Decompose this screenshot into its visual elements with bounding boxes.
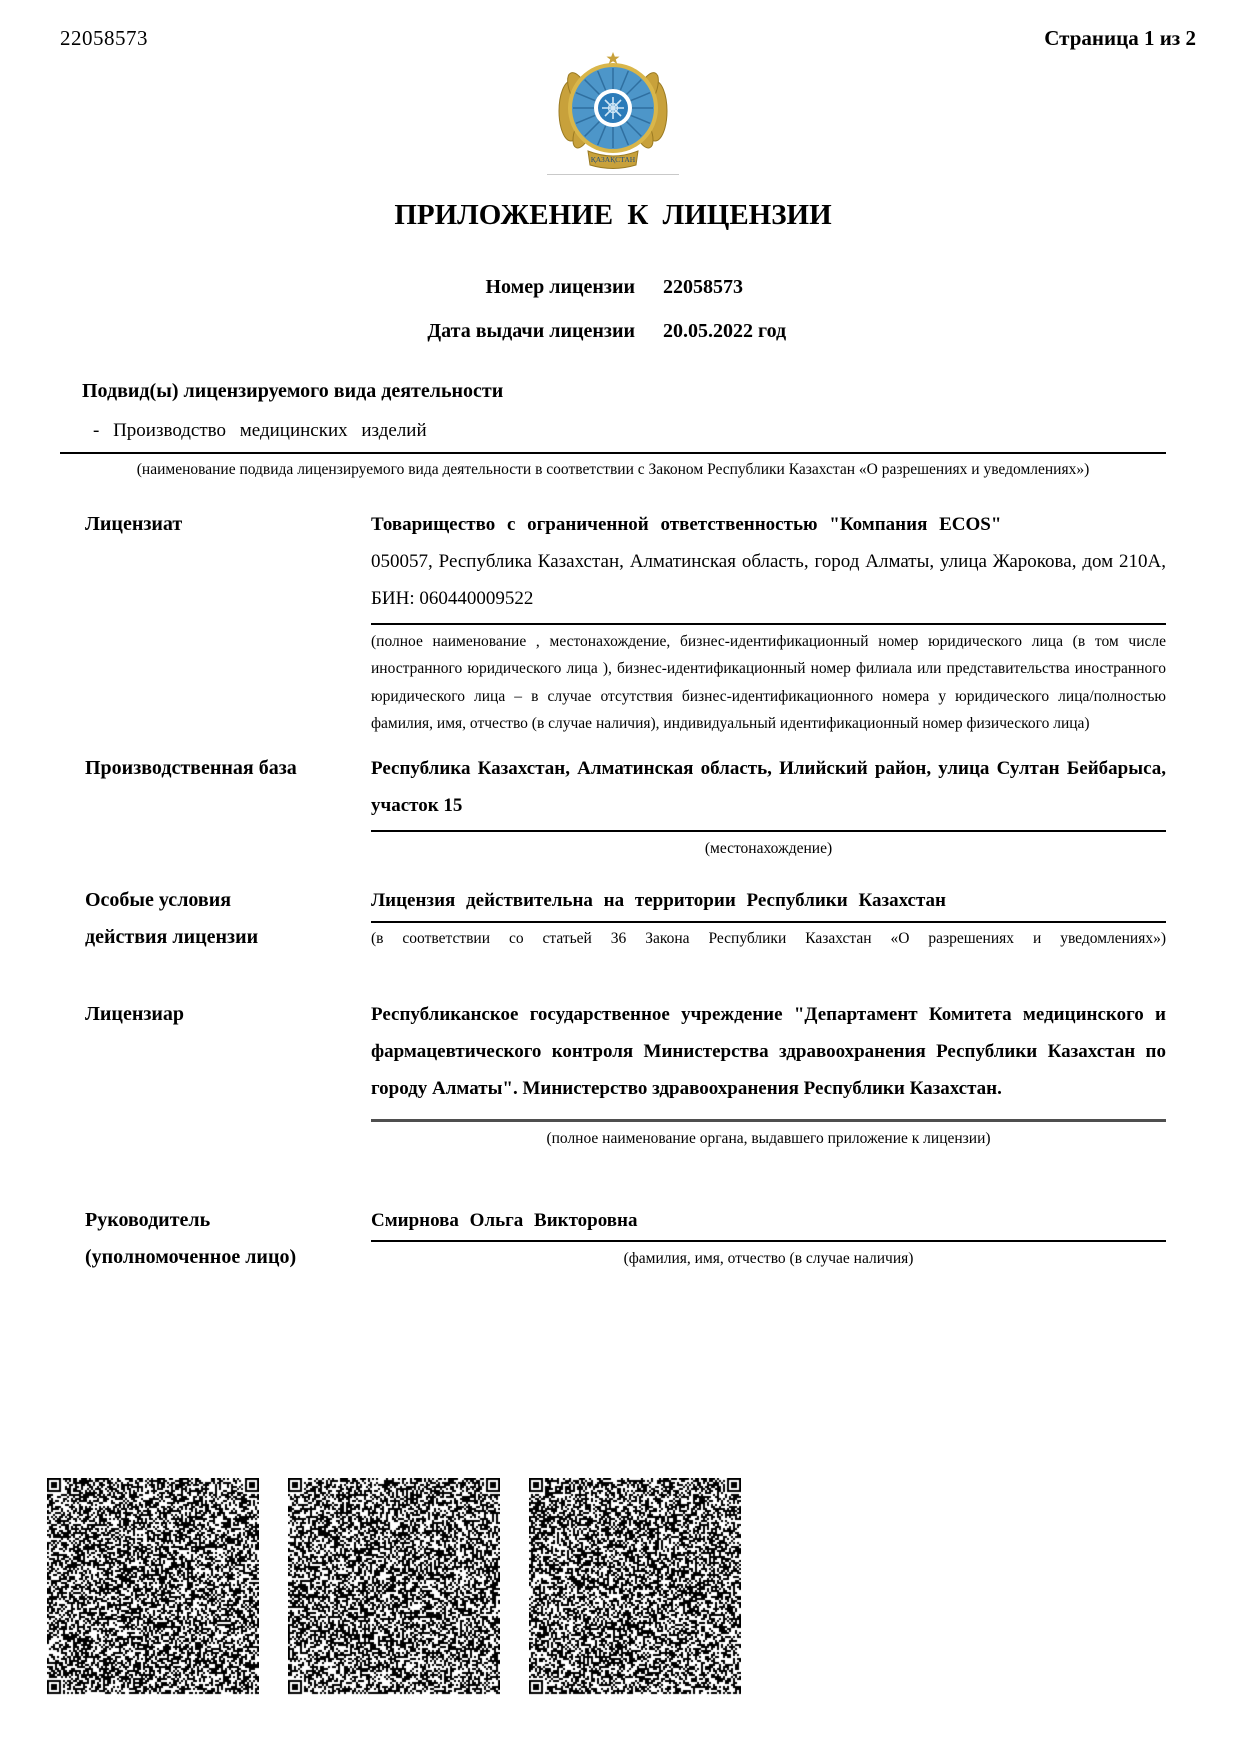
qr-code-1 [47, 1478, 259, 1695]
license-date-row [60, 320, 1166, 343]
head-label-line2: (уполномоченное лицо) [85, 1245, 297, 1268]
licensee-name: Товарищество с ограниченной ответственностью "Компания ECOS" [371, 513, 1002, 535]
licensor-value: Республиканское государственное учреждение "Департамент Комитета медицинского и фармацевтического контроля Министерства здравоохранения Республики Казахстан по городу Алматы". Министерство здравоохранения Республики Казахстан. [371, 1003, 1166, 1099]
licensee-caption: (полное наименование , местонахождение, бизнес-идентификационный номер юридического лица (в том числе иностранного юридического лица ), бизнес-идентификационный номер филиала или представительства иностранного юридического лица – в случае отсутствия бизнес-идентификационного номера у юридического лица/полностью фамилия, имя, отчество (в случае наличия), индивидуальный идентификационный номер физического лица) [371, 632, 1166, 732]
subtype-item: - Производство медицинских изделий [93, 420, 427, 441]
header-license-number: 22058573 [60, 26, 148, 50]
head-rule [371, 1240, 1166, 1242]
production-base-value: Республика Казахстан, Алматинская область, Илийский район, улица Султан Бейбарыса, участок 15 [371, 757, 1166, 816]
head-value-block [371, 1202, 1166, 1276]
qr-code-2 [288, 1478, 500, 1695]
kazakhstan-emblem-icon [550, 51, 676, 173]
production-base-value-block [371, 750, 1166, 862]
licensee-address: 050057, Республика Казахстан, Алматинская область, город Алматы, улица Жарокова, дом 210А, БИН: 060440009522 [371, 550, 1166, 609]
licensee-row [60, 506, 1166, 738]
licensor-rule [371, 1119, 1166, 1122]
special-conditions-row [60, 882, 1166, 956]
license-number-row [60, 276, 1166, 299]
production-base-label: Производственная база [85, 756, 297, 779]
production-base-row [60, 750, 1166, 862]
qr-code-3 [529, 1478, 741, 1695]
page-header [60, 26, 1196, 51]
special-conditions-label-line2: действия лицензии [85, 925, 259, 948]
special-conditions-value: Лицензия действительна на территории Республики Казахстан [371, 889, 947, 911]
subtype-caption: (наименование подвида лицензируемого вида деятельности в соответствии с Законом Республики Казахстан «О разрешениях и уведомлениях») [136, 461, 1090, 478]
subtype-heading: Подвид(ы) лицензируемого вида деятельности [82, 380, 504, 402]
special-conditions-caption: (в соответствии со статьей 36 Закона Республики Казахстан «О разрешениях и уведомлениях») [371, 929, 1166, 947]
production-base-rule [371, 830, 1166, 832]
head-value: Смирнова Ольга Викторовна [371, 1209, 638, 1231]
header-page-indicator: Страница 1 из 2 [1044, 26, 1196, 50]
license-date-label: Дата выдачи лицензии [427, 320, 635, 342]
emblem-underline [547, 174, 679, 175]
licensee-label: Лицензиат [85, 512, 183, 535]
licensor-caption: (полное наименование органа, выдавшего приложение к лицензии) [546, 1129, 991, 1147]
head-label [60, 1202, 371, 1276]
licensor-value-block [371, 996, 1166, 1152]
emblem-star-icon [607, 52, 620, 64]
special-conditions-label-line1: Особые условия [85, 888, 232, 911]
qr-code-block [47, 1478, 741, 1695]
special-conditions-label [60, 882, 371, 956]
emblem-block [60, 51, 1166, 175]
production-base-caption: (местонахождение) [704, 839, 833, 857]
license-number-value: 22058573 [663, 276, 743, 298]
head-caption: (фамилия, имя, отчество (в случае наличия) [623, 1249, 914, 1267]
special-conditions-rule [371, 921, 1166, 923]
licensor-label: Лицензиар [85, 1002, 185, 1025]
license-date-value: 20.05.2022 год [663, 320, 787, 342]
license-number-label: Номер лицензии [485, 276, 635, 298]
licensor-row [60, 996, 1166, 1152]
page-title: ПРИЛОЖЕНИЕ К ЛИЦЕНЗИИ [394, 199, 832, 231]
special-conditions-value-block [371, 882, 1166, 956]
head-row [60, 1202, 1166, 1276]
subtype-rule [60, 452, 1166, 454]
head-label-line1: Руководитель [85, 1208, 211, 1231]
licensee-value-block [371, 506, 1166, 738]
licensee-rule [371, 623, 1166, 625]
emblem-banner-text: ҚАЗАҚСТАН [590, 155, 636, 164]
